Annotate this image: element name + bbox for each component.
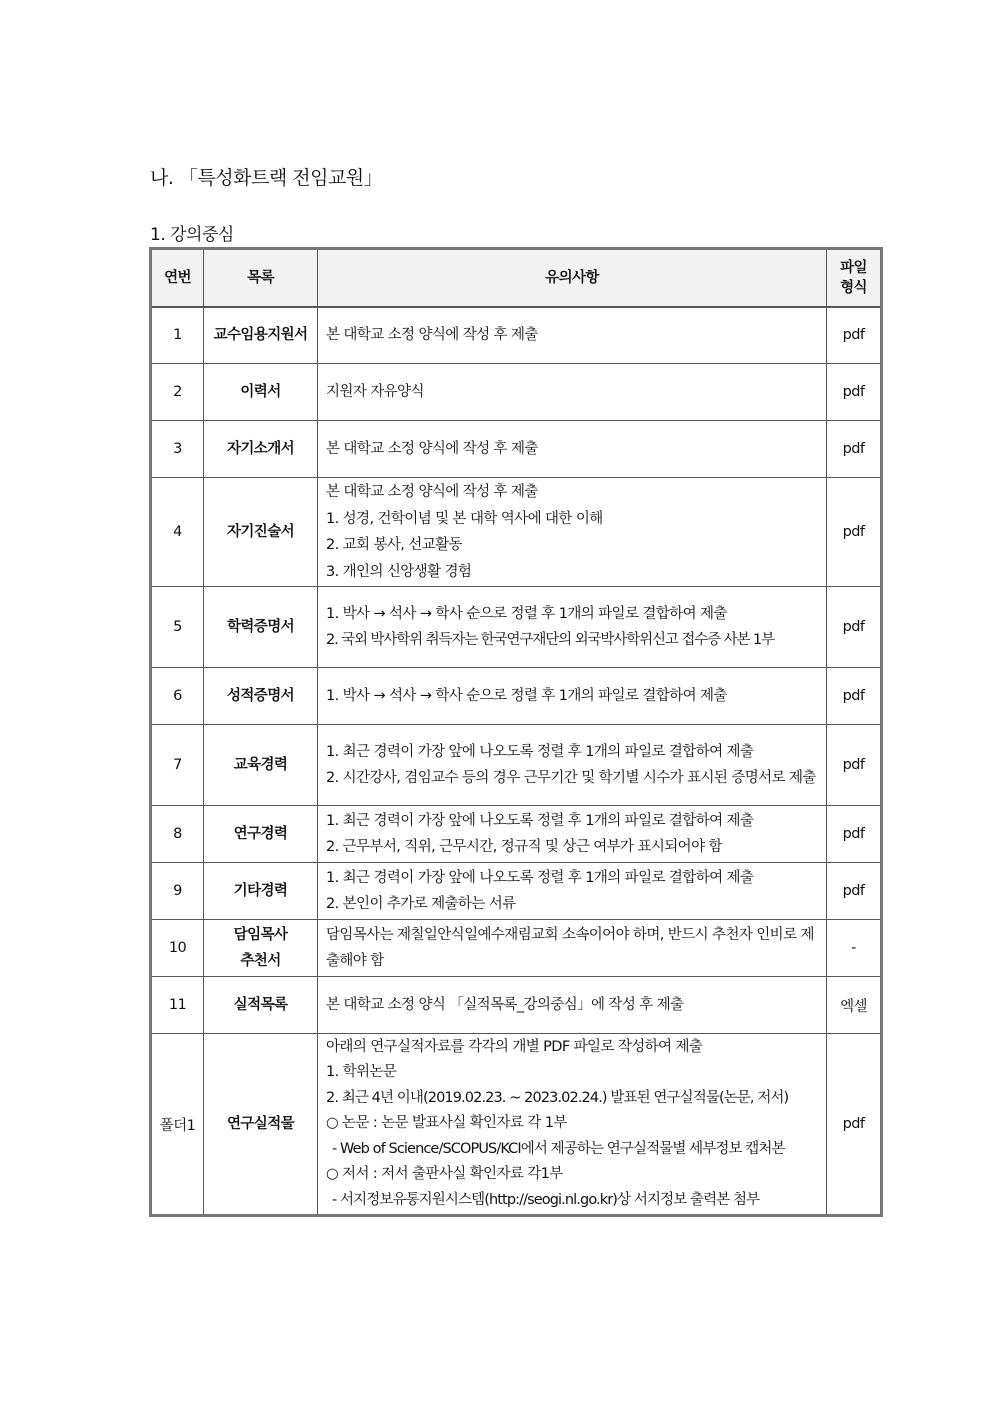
row-no: 4: [151, 478, 204, 587]
note-line: 1. 최근 경력이 가장 앞에 나오도록 정렬 후 1개의 파일로 결합하여 제출: [326, 743, 754, 760]
note-line: 본 대학교 소정 양식 「실적목록_강의중심」에 작성 후 제출: [326, 996, 684, 1013]
row-notes: [318, 421, 827, 478]
note-line: - Web of Science/SCOPUS/KCI에서 제공하는 연구실적물별 세부정보 캡처본: [332, 1140, 785, 1157]
table-row: [151, 668, 882, 725]
row-format: pdf: [827, 587, 882, 668]
table-row: [151, 307, 882, 364]
row-no: 1: [151, 307, 204, 364]
note-line: 아래의 연구실적자료를 각각의 개별 PDF 파일로 작성하여 제출: [326, 1038, 703, 1055]
note-line: 1. 박사 → 석사 → 학사 순으로 정렬 후 1개의 파일로 결합하여 제출: [326, 687, 727, 704]
required-documents-table: [149, 247, 883, 1217]
note-line: 본 대학교 소정 양식에 작성 후 제출: [326, 327, 538, 343]
row-notes: [318, 668, 827, 725]
header-format-line2: 형식: [840, 279, 867, 296]
table-row: [151, 1034, 882, 1216]
row-category: 성적증명서: [204, 668, 318, 725]
note-line: 2. 시간강사, 겸임교수 등의 경우 근무기간 및 학기별 시수가 표시된 증명서로 제출: [326, 770, 816, 786]
row-category: 교수임용지원서: [204, 307, 318, 364]
row-notes: [318, 1034, 827, 1216]
row-no: 2: [151, 364, 204, 421]
row-notes: [318, 863, 827, 920]
header-no: 연번: [151, 249, 204, 307]
row-format: pdf: [827, 364, 882, 421]
row-category: 자기진술서: [204, 478, 318, 587]
note-line: 본 대학교 소정 양식에 작성 후 제출: [326, 440, 538, 457]
section-title: 나. 「특성화트랙 전임교원」: [150, 167, 383, 189]
header-category: 목록: [204, 249, 318, 307]
note-line: 1. 박사 → 석사 → 학사 순으로 정렬 후 1개의 파일로 결합하여 제출: [326, 605, 727, 622]
row-category: 교육경력: [204, 725, 318, 806]
row-category: 자기소개서: [204, 421, 318, 478]
header-format: [827, 249, 882, 307]
table-row: [151, 421, 882, 478]
note-line: ○ 논문 : 논문 발표사실 확인자료 각 1부: [326, 1115, 567, 1132]
row-notes: [318, 725, 827, 806]
row-category: 기타경력: [204, 863, 318, 920]
row-category: 실적목록: [204, 977, 318, 1034]
row-notes: [318, 364, 827, 421]
row-category: [204, 920, 318, 977]
table-row: [151, 478, 882, 587]
row-format: pdf: [827, 307, 882, 364]
note-line: 2. 교회 봉사, 선교활동: [326, 537, 462, 553]
row-format: 엑셀: [827, 977, 882, 1034]
row-no: 7: [151, 725, 204, 806]
note-line: 본 대학교 소정 양식에 작성 후 제출: [326, 484, 538, 500]
row-no: 6: [151, 668, 204, 725]
note-line: 지원자 자유양식: [326, 383, 424, 400]
row-format: pdf: [827, 421, 882, 478]
note-line: 1. 최근 경력이 가장 앞에 나오도록 정렬 후 1개의 파일로 결합하여 제출: [326, 812, 754, 829]
note-line: - 서지정보유통지원시스템(http://seogi.nl.go.kr)상 서지정보 출력본 첨부: [332, 1191, 760, 1208]
row-category: 이력서: [204, 364, 318, 421]
category-line: 추천서: [240, 953, 281, 969]
row-notes: [318, 920, 827, 977]
row-category: 연구경력: [204, 806, 318, 863]
row-no: 8: [151, 806, 204, 863]
row-notes: [318, 307, 827, 364]
row-category: 연구실적물: [204, 1034, 318, 1216]
note-line: 2. 본인이 추가로 제출하는 서류: [326, 896, 516, 912]
table-row: [151, 364, 882, 421]
row-notes: [318, 478, 827, 587]
row-notes: [318, 587, 827, 668]
row-format: pdf: [827, 725, 882, 806]
note-line: 1. 성경, 건학이념 및 본 대학 역사에 대한 이해: [326, 510, 603, 527]
table-row: [151, 725, 882, 806]
table-row: [151, 863, 882, 920]
subsection-title: 1. 강의중심: [150, 225, 234, 245]
row-no: 10: [151, 920, 204, 977]
header-notes: 유의사항: [318, 249, 827, 307]
row-format: pdf: [827, 806, 882, 863]
table-row: [151, 806, 882, 863]
note-line: 3. 개인의 신앙생활 경험: [326, 563, 472, 580]
note-line: ○ 저서 : 저서 출판사실 확인자료 각1부: [326, 1166, 563, 1183]
header-format-line1: 파일: [840, 259, 867, 276]
row-format: pdf: [827, 1034, 882, 1216]
row-no: 3: [151, 421, 204, 478]
category-line: 담임목사: [233, 927, 288, 943]
row-category: 학력증명서: [204, 587, 318, 668]
table-row: [151, 587, 882, 668]
row-notes: [318, 977, 827, 1034]
row-format: pdf: [827, 668, 882, 725]
table-row: [151, 977, 882, 1034]
table-row: [151, 920, 882, 977]
row-format: -: [827, 920, 882, 977]
note-line: 1. 학위논문: [326, 1064, 397, 1081]
row-no: 5: [151, 587, 204, 668]
row-no: 9: [151, 863, 204, 920]
row-no: 폴더1: [151, 1034, 204, 1216]
table-header-row: [151, 249, 882, 307]
row-format: pdf: [827, 478, 882, 587]
row-notes: [318, 806, 827, 863]
note-line: 2. 근무부서, 직위, 근무시간, 정규직 및 상근 여부가 표시되어야 함: [326, 839, 722, 855]
note-line: 담임목사는 제칠일안식일예수재림교회 소속이어야 하며, 반드시 추천자 인비로 제출해야 함: [326, 926, 814, 969]
note-line: 2. 국외 박사학위 취득자는 한국연구재단의 외국박사학위신고 접수증 사본 1부: [326, 632, 774, 648]
row-format: pdf: [827, 863, 882, 920]
note-line: 1. 최근 경력이 가장 앞에 나오도록 정렬 후 1개의 파일로 결합하여 제출: [326, 869, 754, 886]
row-no: 11: [151, 977, 204, 1034]
note-line: 2. 최근 4년 이내(2019.02.23. ~ 2023.02.24.) 발표된 연구실적물(논문, 저서): [326, 1089, 789, 1106]
